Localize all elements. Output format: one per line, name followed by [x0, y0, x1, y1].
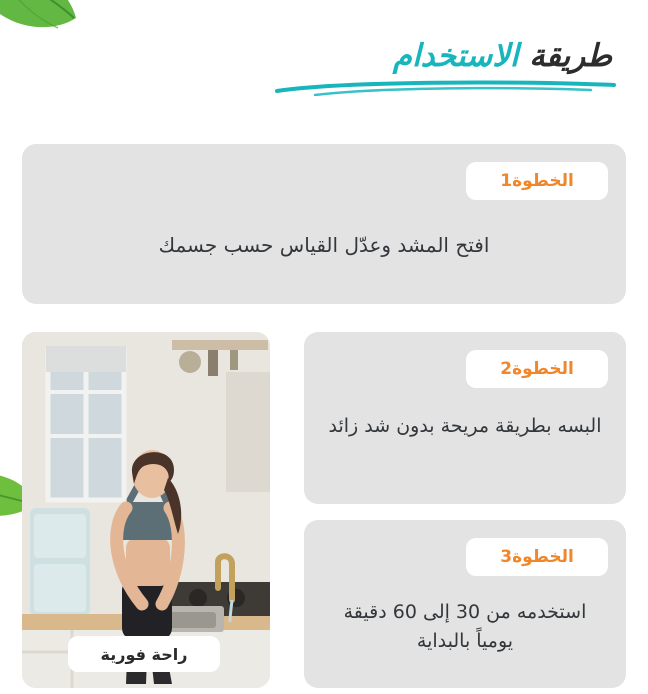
step-badge-3: الخطوة3	[466, 538, 608, 576]
page-header	[0, 18, 648, 98]
step-badge-1: الخطوة1	[466, 162, 608, 200]
product-photo	[22, 332, 270, 688]
page-title	[393, 38, 612, 74]
step-text-2: البسه بطريقة مريحة بدون شد زائد	[328, 415, 602, 437]
page-title-accent: الاستخدام	[392, 38, 519, 74]
title-underline-decoration	[273, 80, 618, 96]
steps-container	[22, 142, 626, 684]
step-text-3: استخدمه من 30 إلى 60 دقيقة يومياً بالبداية	[343, 601, 587, 652]
page-title-plain: طريقة	[518, 38, 612, 74]
step-card-3	[304, 520, 626, 688]
photo-caption-badge: راحة فورية	[68, 636, 220, 672]
step-badge-2: الخطوة2	[466, 350, 608, 388]
step-card-1	[22, 144, 626, 304]
step-text-1: افتح المشد وعدّل القياس حسب جسمك	[158, 233, 490, 257]
step-card-2	[304, 332, 626, 504]
kitchen-scene-illustration	[22, 332, 270, 688]
